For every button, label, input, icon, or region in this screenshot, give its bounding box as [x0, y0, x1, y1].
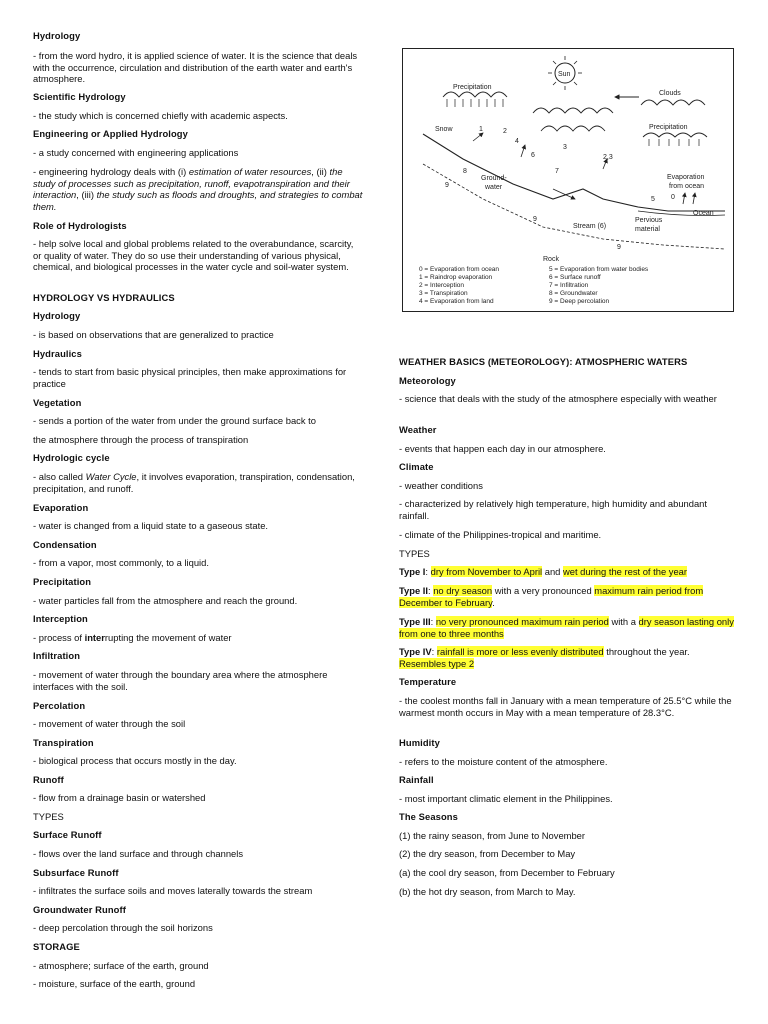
heading-temperature: Temperature	[399, 676, 457, 687]
engineering-hydrology-definition: - a study concerned with engineering applications	[33, 147, 239, 158]
number-9-a: 9	[445, 182, 449, 189]
heading-surface-runoff: Surface Runoff	[33, 829, 102, 840]
number-7: 7	[555, 168, 559, 175]
heading-weather: Weather	[399, 424, 437, 435]
surface-runoff-definition: - flows over the land surface and through channels	[33, 848, 244, 859]
climate-type-4: Type IV: rainfall is more or less evenly distributed throughout the year. Resembles type 2	[399, 646, 690, 669]
engineering-hydrology-scope: - engineering hydrology deals with (i) estimation of water resources, (ii) the study of processes such as precipitation, runoff, evapotranspiration and their interaction, (iii) the study such as floods and droughts, and strategies to combat them.	[33, 166, 363, 212]
heading-meteorology: Meteorology	[399, 375, 456, 386]
label-clouds: Clouds	[659, 90, 681, 97]
number-8: 8	[463, 168, 467, 175]
hydrologic-cycle-figure	[403, 49, 733, 311]
number-9-c: 9	[617, 244, 621, 251]
label-precipitation-right: Precipitation	[649, 124, 688, 131]
evaporation-definition: - water is changed from a liquid state to a gaseous state.	[33, 520, 269, 531]
subsurface-runoff-definition: - infiltrates the surface soils and moves laterally towards the stream	[33, 885, 313, 896]
season-1: (1) the rainy season, from June to November	[399, 830, 586, 841]
label-ocean: Ocean	[693, 210, 714, 217]
legend-4: 4 = Evaporation from land	[419, 298, 494, 305]
runoff-types-label: TYPES	[33, 811, 64, 822]
number-5: 5	[651, 196, 655, 203]
label-sun: Sun	[558, 71, 571, 78]
label-evaporation-ocean: Evaporation	[667, 174, 705, 181]
hydrologic-cycle-definition: - also called Water Cycle, it involves evaporation, transpiration, condensation, precipitation, and runoff.	[33, 471, 355, 494]
heading-engineering-hydrology: Engineering or Applied Hydrology	[33, 128, 188, 139]
number-0: 0	[671, 194, 675, 201]
season-b: (b) the hot dry season, from March to May.	[399, 886, 576, 897]
legend-9: 9 = Deep percolation	[549, 298, 610, 305]
legend-2: 2 = Interception	[419, 282, 464, 289]
heading-scientific-hydrology: Scientific Hydrology	[33, 91, 126, 102]
percolation-definition: - movement of water through the soil	[33, 718, 186, 729]
label-evaporation-ocean-2: from ocean	[669, 183, 705, 190]
hydrology-definition: - from the word hydro, it is applied science of water. It is the science that deals with the occurrence, circulation and distribution of the earth water and earth's atmosphere.	[33, 50, 358, 84]
heading-percolation: Percolation	[33, 700, 86, 711]
precipitation-definition: - water particles fall from the atmosphere and reach the ground.	[33, 595, 298, 606]
rain-left-icon	[447, 99, 503, 107]
hydraulics-definition: - tends to start from basic physical principles, then make approximations for practice	[33, 366, 347, 389]
climate-definition: - weather conditions	[399, 480, 483, 491]
legend-5: 5 = Evaporation from water bodies	[549, 266, 649, 273]
condensation-definition: - from a vapor, most commonly, to a liquid.	[33, 557, 209, 568]
cloud-lower-icon	[541, 126, 605, 131]
label-pervious-2: material	[635, 226, 660, 233]
climate-type-3: Type III: no very pronounced maximum rain period with a dry season lasting only from one to three months	[399, 616, 734, 639]
heading-vegetation: Vegetation	[33, 397, 82, 408]
heading-condensation: Condensation	[33, 539, 97, 550]
infiltration-definition: - movement of water through the boundary area where the atmosphere interfaces with the soil.	[33, 669, 328, 692]
temperature-definition: - the coolest months fall in January with a mean temperature of 25.5°C while the warmest month occurs in May with a mean temperature of 28.3°C.	[399, 695, 732, 718]
season-2: (2) the dry season, from December to May	[399, 848, 576, 859]
legend-1: 1 = Raindrop evaporation	[419, 274, 493, 281]
label-pervious: Pervious	[635, 217, 663, 224]
vegetation-definition-1: - sends a portion of the water from under the ground surface back to	[33, 415, 316, 426]
number-9-b: 9	[533, 216, 537, 223]
number-6: 6	[531, 152, 535, 159]
rainfall-definition: - most important climatic element in the Philippines.	[399, 793, 613, 804]
heading-role-of-hydrologists: Role of Hydrologists	[33, 220, 127, 231]
heading-interception: Interception	[33, 613, 88, 624]
rain-right-icon	[649, 139, 699, 146]
heading-rainfall: Rainfall	[399, 774, 434, 785]
storage-item-1: - atmosphere; surface of the earth, ground	[33, 960, 209, 971]
label-stream: Stream (6)	[573, 223, 607, 230]
climate-types-label: TYPES	[399, 548, 430, 559]
legend-7: 7 = Infiltration	[549, 282, 589, 289]
cloud-middle-icon	[533, 108, 613, 113]
legend-6: 6 = Surface runoff	[549, 274, 601, 281]
transpiration-definition: - biological process that occurs mostly in the day.	[33, 755, 237, 766]
climate-philippines: - climate of the Philippines-tropical and maritime.	[399, 529, 602, 540]
scientific-hydrology-definition: - the study which is concerned chiefly with academic aspects.	[33, 110, 288, 121]
heading-weather-basics: WEATHER BASICS (METEOROLOGY): ATMOSPHERIC WATERS	[399, 356, 688, 367]
heading-the-seasons: The Seasons	[399, 811, 458, 822]
heading-evaporation: Evaporation	[33, 502, 89, 513]
heading-runoff: Runoff	[33, 774, 64, 785]
runoff-definition: - flow from a drainage basin or watershed	[33, 792, 206, 803]
number-1: 1	[479, 126, 483, 133]
label-snow: Snow	[435, 126, 453, 133]
label-precipitation-left: Precipitation	[453, 84, 492, 91]
heading-transpiration: Transpiration	[33, 737, 94, 748]
legend-8: 8 = Groundwater	[549, 290, 598, 297]
season-a: (a) the cool dry season, from December to February	[399, 867, 615, 878]
vegetation-definition-2: the atmosphere through the process of transpiration	[33, 434, 249, 445]
climate-type-2: Type II: no dry season with a very pronounced maximum rain period from December to February.	[399, 585, 704, 608]
role-definition: - help solve local and global problems related to the overabundance, scarcity, or quality of water. They do so use their understanding of various physical, chemical, and biological processes in the water cycle and soil-water system.	[33, 238, 354, 272]
number-2-3: 2,3	[603, 154, 613, 161]
ground-surface-line	[423, 134, 725, 211]
heading-hydrology: Hydrology	[33, 30, 81, 41]
heading-infiltration: Infiltration	[33, 650, 81, 661]
climate-characteristics: - characterized by relatively high temperature, high humidity and abundant rainfall.	[399, 498, 707, 521]
number-4: 4	[515, 138, 519, 145]
number-3: 3	[563, 144, 567, 151]
heading-groundwater-runoff: Groundwater Runoff	[33, 904, 126, 915]
storage-item-2: - moisture, surface of the earth, ground	[33, 978, 196, 989]
hydrology-2-definition: - is based on observations that are generalized to practice	[33, 329, 274, 340]
cloud-right-icon	[641, 100, 705, 105]
heading-hydraulics: Hydraulics	[33, 348, 82, 359]
legend-0: 0 = Evaporation from ocean	[419, 266, 500, 273]
climate-type-1: Type I: dry from November to April and wet during the rest of the year	[399, 566, 688, 577]
heading-hydrology-vs-hydraulics: HYDROLOGY VS HYDRAULICS	[33, 292, 175, 303]
label-groundwater-2: water	[485, 184, 503, 191]
heading-hydrologic-cycle: Hydrologic cycle	[33, 452, 110, 463]
number-2: 2	[503, 128, 507, 135]
label-rock: Rock	[543, 256, 559, 263]
heading-humidity: Humidity	[399, 737, 440, 748]
heading-storage: STORAGE	[33, 941, 80, 952]
meteorology-definition: - science that deals with the study of the atmosphere especially with weather	[399, 393, 717, 404]
cloud-left-icon	[443, 92, 507, 97]
interception-definition: - process of interrupting the movement of water	[33, 632, 232, 643]
legend-3: 3 = Transpiration	[419, 290, 468, 297]
label-groundwater: Ground-	[481, 175, 507, 182]
groundwater-runoff-definition: - deep percolation through the soil horizons	[33, 922, 213, 933]
cloud-ocean-icon	[643, 133, 707, 137]
heading-subsurface-runoff: Subsurface Runoff	[33, 867, 119, 878]
heading-precipitation: Precipitation	[33, 576, 92, 587]
hydrologic-cycle-diagram	[402, 48, 734, 312]
heading-climate: Climate	[399, 461, 434, 472]
heading-hydrology-2: Hydrology	[33, 310, 81, 321]
weather-definition: - events that happen each day in our atmosphere.	[399, 443, 606, 454]
humidity-definition: - refers to the moisture content of the atmosphere.	[399, 756, 608, 767]
